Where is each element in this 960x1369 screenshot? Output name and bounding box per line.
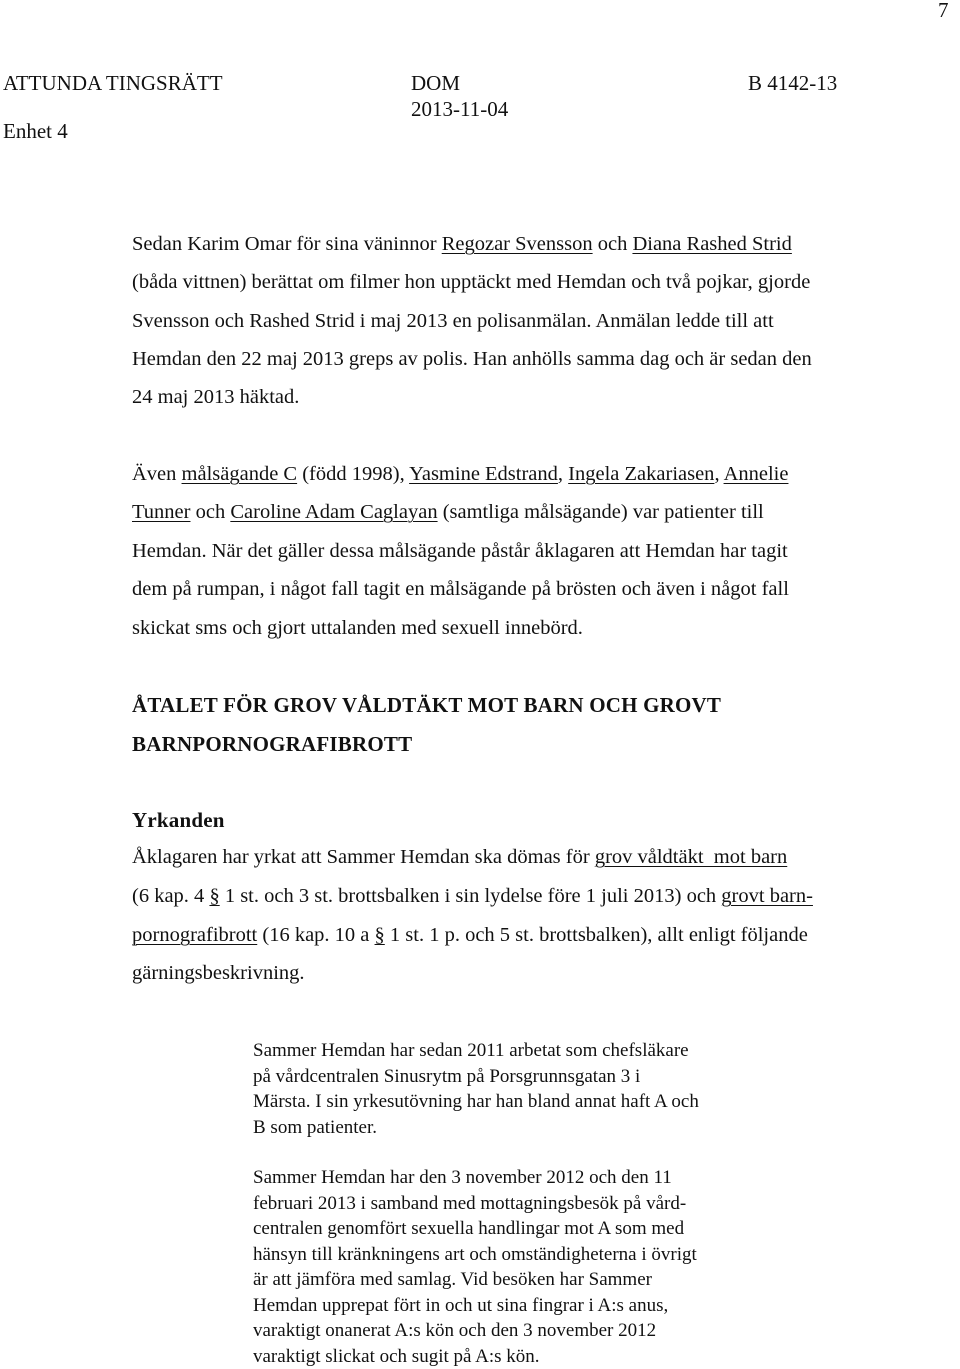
charge-name: pornografibrott xyxy=(132,924,258,946)
text-line: centralen genomfört sexuella handlingar mot A som med xyxy=(253,1218,685,1239)
text-line: Hemdan den 22 maj 2013 greps av polis. Han anhölls samma dag och är sedan den xyxy=(132,348,812,370)
text-line: Sammer Hemdan har den 3 november 2012 och den 11 xyxy=(253,1167,672,1188)
text-line: Hemdan upprepat fört in och ut sina fingrar i A:s anus, xyxy=(253,1295,669,1316)
court-name: ATTUNDA TINGSRÄTT xyxy=(3,71,223,95)
subheading: Yrkanden xyxy=(132,808,225,832)
text-line: dem på rumpan, i något fall tagit en målsägande på brösten och även i något fall xyxy=(132,578,789,600)
plaintiff-name: Caroline Adam Caglayan xyxy=(230,501,438,523)
document-date: 2013-11-04 xyxy=(411,97,509,121)
plaintiff-name: målsägande C xyxy=(181,463,298,485)
page-number: 7 xyxy=(938,0,949,22)
section-sign: § xyxy=(209,885,220,907)
charge-name: grovt barn- xyxy=(721,885,813,907)
text-line: Tunner och Caroline Adam Caglayan (samtliga målsägande) var patienter till xyxy=(132,501,764,523)
text-line: Svensson och Rashed Strid i maj 2013 en polisanmälan. Anmälan ledde till att xyxy=(132,310,774,332)
unit-name: Enhet 4 xyxy=(3,119,68,143)
witness-name: Diana Rashed Strid xyxy=(632,233,792,255)
text-line: 24 maj 2013 häktad. xyxy=(132,386,300,408)
plaintiff-name: Annelie xyxy=(723,463,789,485)
text-line: hänsyn till kränkningens art och omständigheterna i övrigt xyxy=(253,1244,697,1265)
text-line: skickat sms och gjort uttalanden med sexuell innebörd. xyxy=(132,617,583,639)
text-line: på vårdcentralen Sinusrytm på Porsgrunnsgatan 3 i xyxy=(253,1066,641,1087)
text-line: Hemdan. När det gäller dessa målsägande påstår åklagaren att Hemdan har tagit xyxy=(132,540,788,562)
text-line: Märsta. I sin yrkesutövning har han bland annat haft A och xyxy=(253,1091,699,1112)
text-line: varaktigt slickat och sugit på A:s kön. xyxy=(253,1346,540,1367)
charge-name: grov våldtäkt mot barn xyxy=(594,846,788,868)
text-line: Även målsägande C (född 1998), Yasmine Edstrand, Ingela Zakariasen, Annelie xyxy=(132,463,789,485)
section-heading: ÅTALET FÖR GROV VÅLDTÄKT MOT BARN OCH GROVT xyxy=(132,693,722,717)
text-line: (6 kap. 4 § 1 st. och 3 st. brottsbalken i sin lydelse före 1 juli 2013) och grovt barn- xyxy=(132,885,813,907)
text-line: Sammer Hemdan har sedan 2011 arbetat som chefsläkare xyxy=(253,1040,689,1061)
section-sign: § xyxy=(374,924,385,946)
plaintiff-name: Tunner xyxy=(132,501,191,523)
text-line: Åklagaren har yrkat att Sammer Hemdan ska dömas för grov våldtäkt mot barn xyxy=(132,846,788,868)
document-type: DOM xyxy=(411,71,461,95)
text-line: pornografibrott (16 kap. 10 a § 1 st. 1 p. och 5 st. brottsbalken), allt enligt följande xyxy=(132,924,808,946)
plaintiff-name: Ingela Zakariasen xyxy=(568,463,715,485)
text-line: B som patienter. xyxy=(253,1117,378,1138)
text-line: (båda vittnen) berättat om filmer hon upptäckt med Hemdan och två pojkar, gjorde xyxy=(132,271,811,293)
text-line: gärningsbeskrivning. xyxy=(132,962,305,984)
witness-name: Regozar Svensson xyxy=(441,233,593,255)
plaintiff-name: Yasmine Edstrand xyxy=(409,463,558,485)
text-line: varaktigt onanerat A:s kön och den 3 november 2012 xyxy=(253,1320,657,1341)
text-line: februari 2013 i samband med mottagningsbesök på vård- xyxy=(253,1193,687,1214)
section-heading-continued: BARNPORNOGRAFIBROTT xyxy=(132,732,413,756)
text-line: är att jämföra med samlag. Vid besöken har Sammer xyxy=(253,1269,652,1290)
text-line: Sedan Karim Omar för sina väninnor Regozar Svensson och Diana Rashed Strid xyxy=(132,233,792,255)
case-number: B 4142-13 xyxy=(748,71,838,95)
